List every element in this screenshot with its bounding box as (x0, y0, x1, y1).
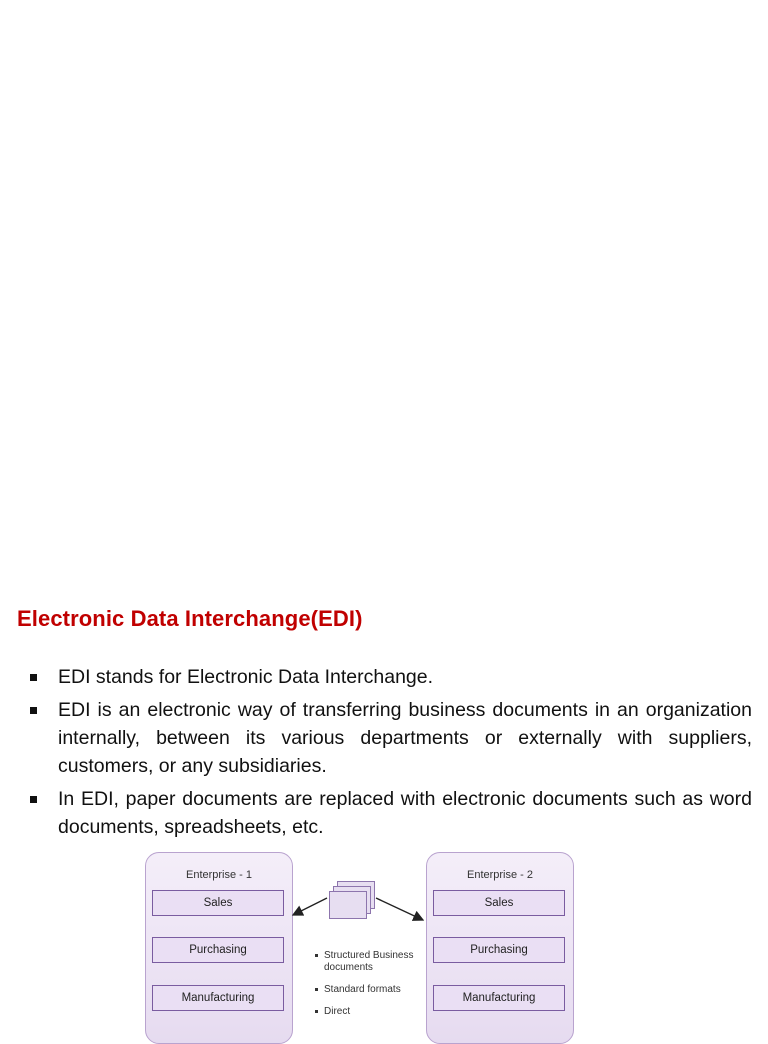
bullet-text: In EDI, paper documents are replaced with electronic documents such as word documents, spreadsheets, etc. (58, 788, 752, 838)
enterprise-1-purchasing-box: Purchasing (152, 937, 284, 963)
edi-diagram (140, 852, 580, 1024)
bullet-item (30, 696, 752, 780)
enterprise-2-purchasing-box: Purchasing (433, 937, 565, 963)
bullet-item (30, 663, 752, 691)
feature-text: Direct (324, 1006, 351, 1017)
bullet-dot-icon (315, 954, 318, 957)
bullet-list (30, 663, 752, 846)
square-bullet-icon (30, 674, 37, 681)
square-bullet-icon (30, 796, 37, 803)
page-title: Electronic Data Interchange(EDI) (17, 606, 363, 631)
bullet-text: EDI stands for Electronic Data Interchange. (58, 666, 434, 688)
enterprise-2-title: Enterprise - 2 (466, 869, 534, 881)
feature-item (315, 984, 425, 996)
enterprise-2-panel (426, 852, 574, 1044)
enterprise-1-sales-box: Sales (152, 890, 284, 916)
feature-text: Standard formats (324, 984, 401, 995)
enterprise-1-title: Enterprise - 1 (185, 869, 253, 881)
feature-text: Structured Business documents (324, 950, 414, 973)
feature-item (315, 1006, 425, 1018)
square-bullet-icon (30, 707, 37, 714)
bullet-dot-icon (315, 1010, 318, 1013)
enterprise-1-manufacturing-box: Manufacturing (152, 985, 284, 1011)
bullet-text: EDI is an electronic way of transferring business documents in an organization internally, between its various departments or externally with suppliers, customers, or any subsidiaries. (58, 699, 752, 777)
bullet-item (30, 785, 752, 841)
bullet-dot-icon (315, 988, 318, 991)
feature-list (315, 950, 425, 1028)
enterprise-2-sales-box: Sales (433, 890, 565, 916)
enterprise-2-manufacturing-box: Manufacturing (433, 985, 565, 1011)
feature-item (315, 950, 425, 974)
